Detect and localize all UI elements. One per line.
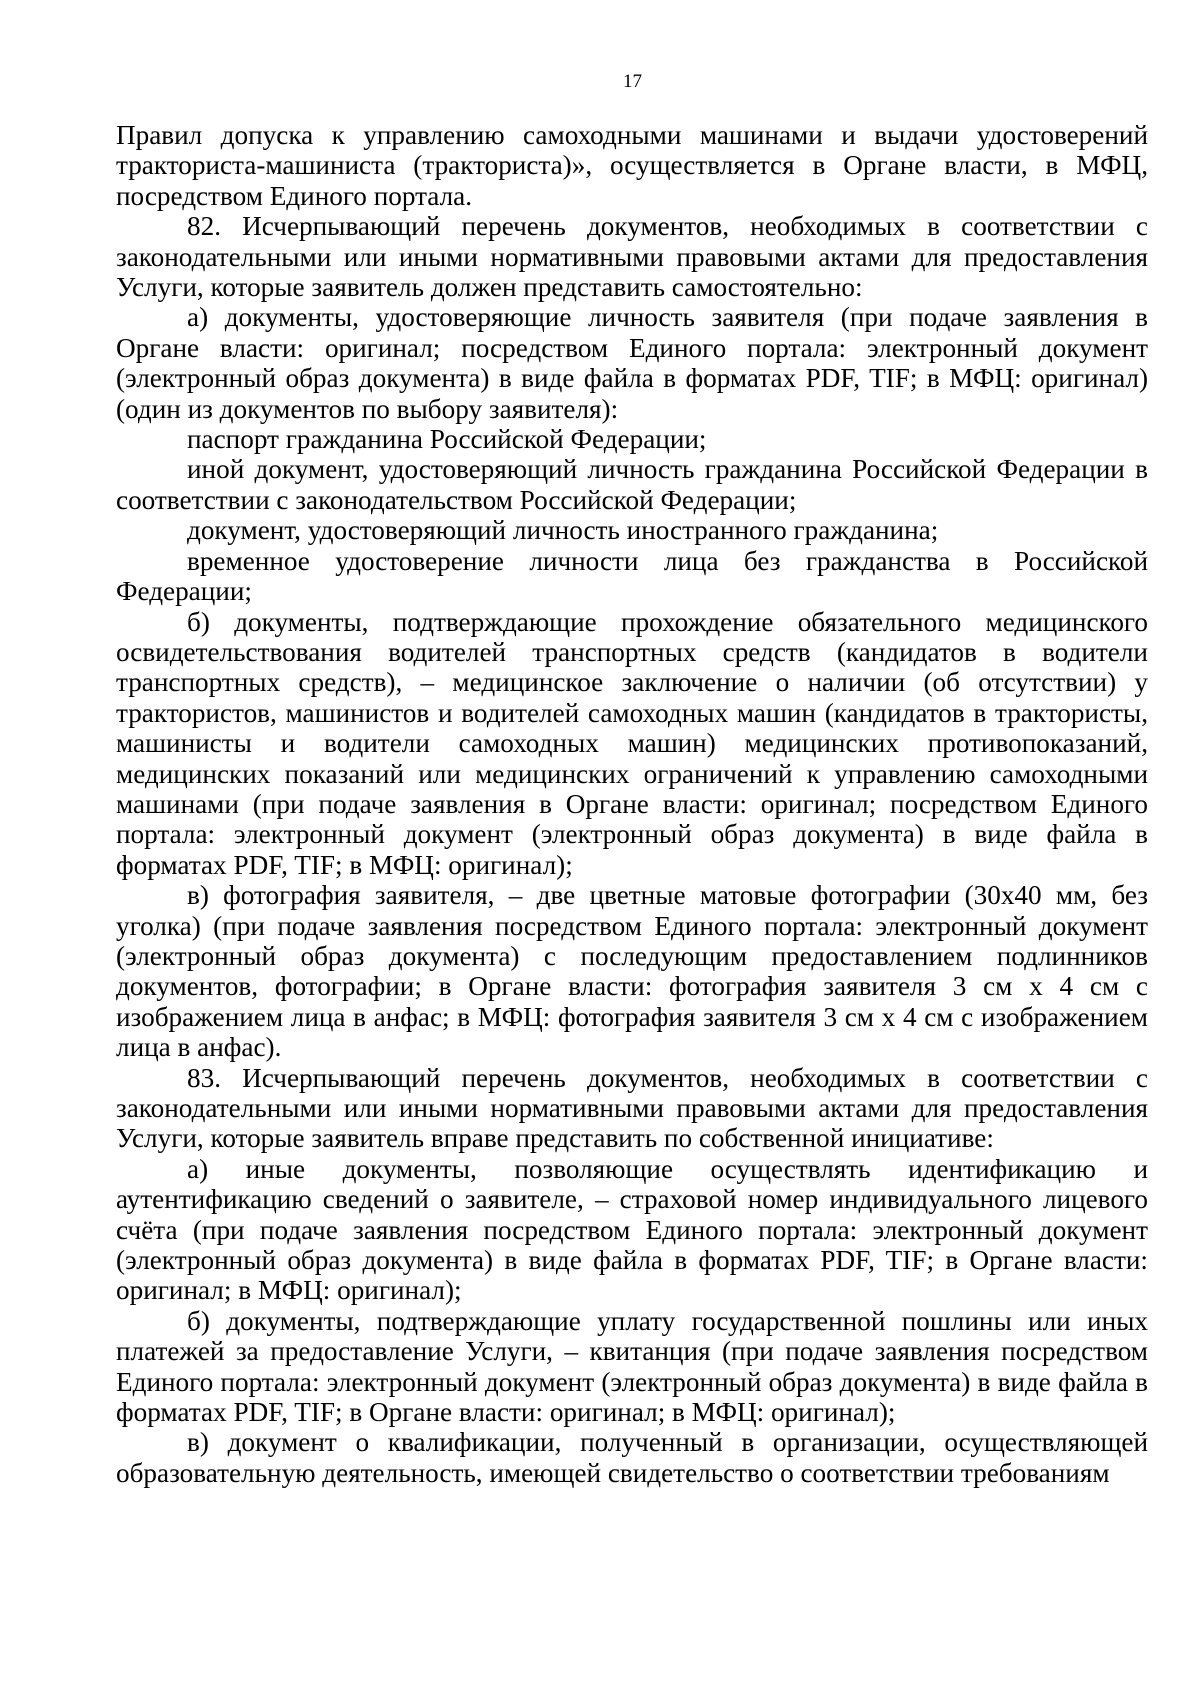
paragraph-83: 83. Исчерпывающий перечень документов, необходимых в соответствии с законодательными или иными нормативными правовыми актами для предоставления Услуги, которые заявитель вправе представить по собственной инициативе:: [116, 1062, 1148, 1154]
list-item-other-id: иной документ, удостоверяющий личность гражданина Российской Федерации в соответствии с законодательством Российской Федерации;: [116, 454, 1148, 515]
document-body: [116, 120, 1148, 1488]
paragraph-83-b: б) документы, подтверждающие уплату государственной пошлины или иных платежей за предоставление Услуги, – квитанция (при подаче заявления посредством Единого портала: электронный документ (электронный образ документа) в виде файла в форматах PDF, TIF; в Органе власти: оригинал; в МФЦ: оригинал);: [116, 1305, 1148, 1428]
paragraph-83-a: а) иные документы, позволяющие осуществлять идентификацию и аутентификацию сведений о заявителе, – страховой номер индивидуального лицевого счёта (при подаче заявления посредством Единого портала: электронный документ (электронный образ документа) в виде файла в форматах PDF, TIF; в Органе власти: оригинал; в МФЦ: оригинал);: [116, 1153, 1148, 1306]
paragraph-82-b: б) документы, подтверждающие прохождение обязательного медицинского освидетельствования водителей транспортных средств (кандидатов в водители транспортных средств), – медицинское заключение о наличии (об отсутствии) у трактористов, машинистов и водителей самоходных машин (кандидатов в трактористы, машинисты и водители самоходных машин) медицинских противопоказаний, медицинских показаний или медицинских ограничений к управлению самоходными машинами (при подаче заявления в Органе власти: оригинал; посредством Единого портала: электронный документ (электронный образ документа) в виде файла в форматах PDF, TIF; в МФЦ: оригинал);: [116, 606, 1148, 880]
list-item-foreign-id: документ, удостоверяющий личность иностранного гражданина;: [187, 515, 939, 546]
paragraph-82: 82. Исчерпывающий перечень документов, необходимых в соответствии с законодательными или иными нормативными правовыми актами для предоставления Услуги, которые заявитель должен представить самостоятельно:: [116, 211, 1148, 303]
paragraph-82-a: а) документы, удостоверяющие личность заявителя (при подаче заявления в Органе власти: оригинал; посредством Единого портала: электронный документ (электронный образ документа) в виде файла в форматах PDF, TIF; в МФЦ: оригинал) (один из документов по выбору заявителя):: [116, 302, 1148, 424]
list-item-passport: паспорт гражданина Российской Федерации;: [187, 424, 707, 455]
page-number: 17: [623, 71, 642, 92]
paragraph-rules-continuation: Правил допуска к управлению самоходными машинами и выдачи удостоверений тракториста-машиниста (тракториста)», осуществляется в Органе власти, в МФЦ, посредством Единого портала.: [116, 120, 1148, 211]
paragraph-82-v: в) фотография заявителя, – две цветные матовые фотографии (30x40 мм, без уголка) (при подаче заявления посредством Единого портала: электронный документ (электронный образ документа) с последующим предоставлением подлинников документов, фотографии; в Органе власти: фотография заявителя 3 см х 4 см с изображением лица в анфас; в МФЦ: фотография заявителя 3 см х 4 см с изображением лица в анфас).: [116, 880, 1148, 1063]
list-item-temporary-id: временное удостоверение личности лица без гражданства в Российской Федерации;: [116, 545, 1148, 607]
paragraph-83-v: в) документ о квалификации, полученный в организации, осуществляющей образовательную деятельность, имеющей свидетельство о соответствии требованиям: [116, 1427, 1148, 1488]
